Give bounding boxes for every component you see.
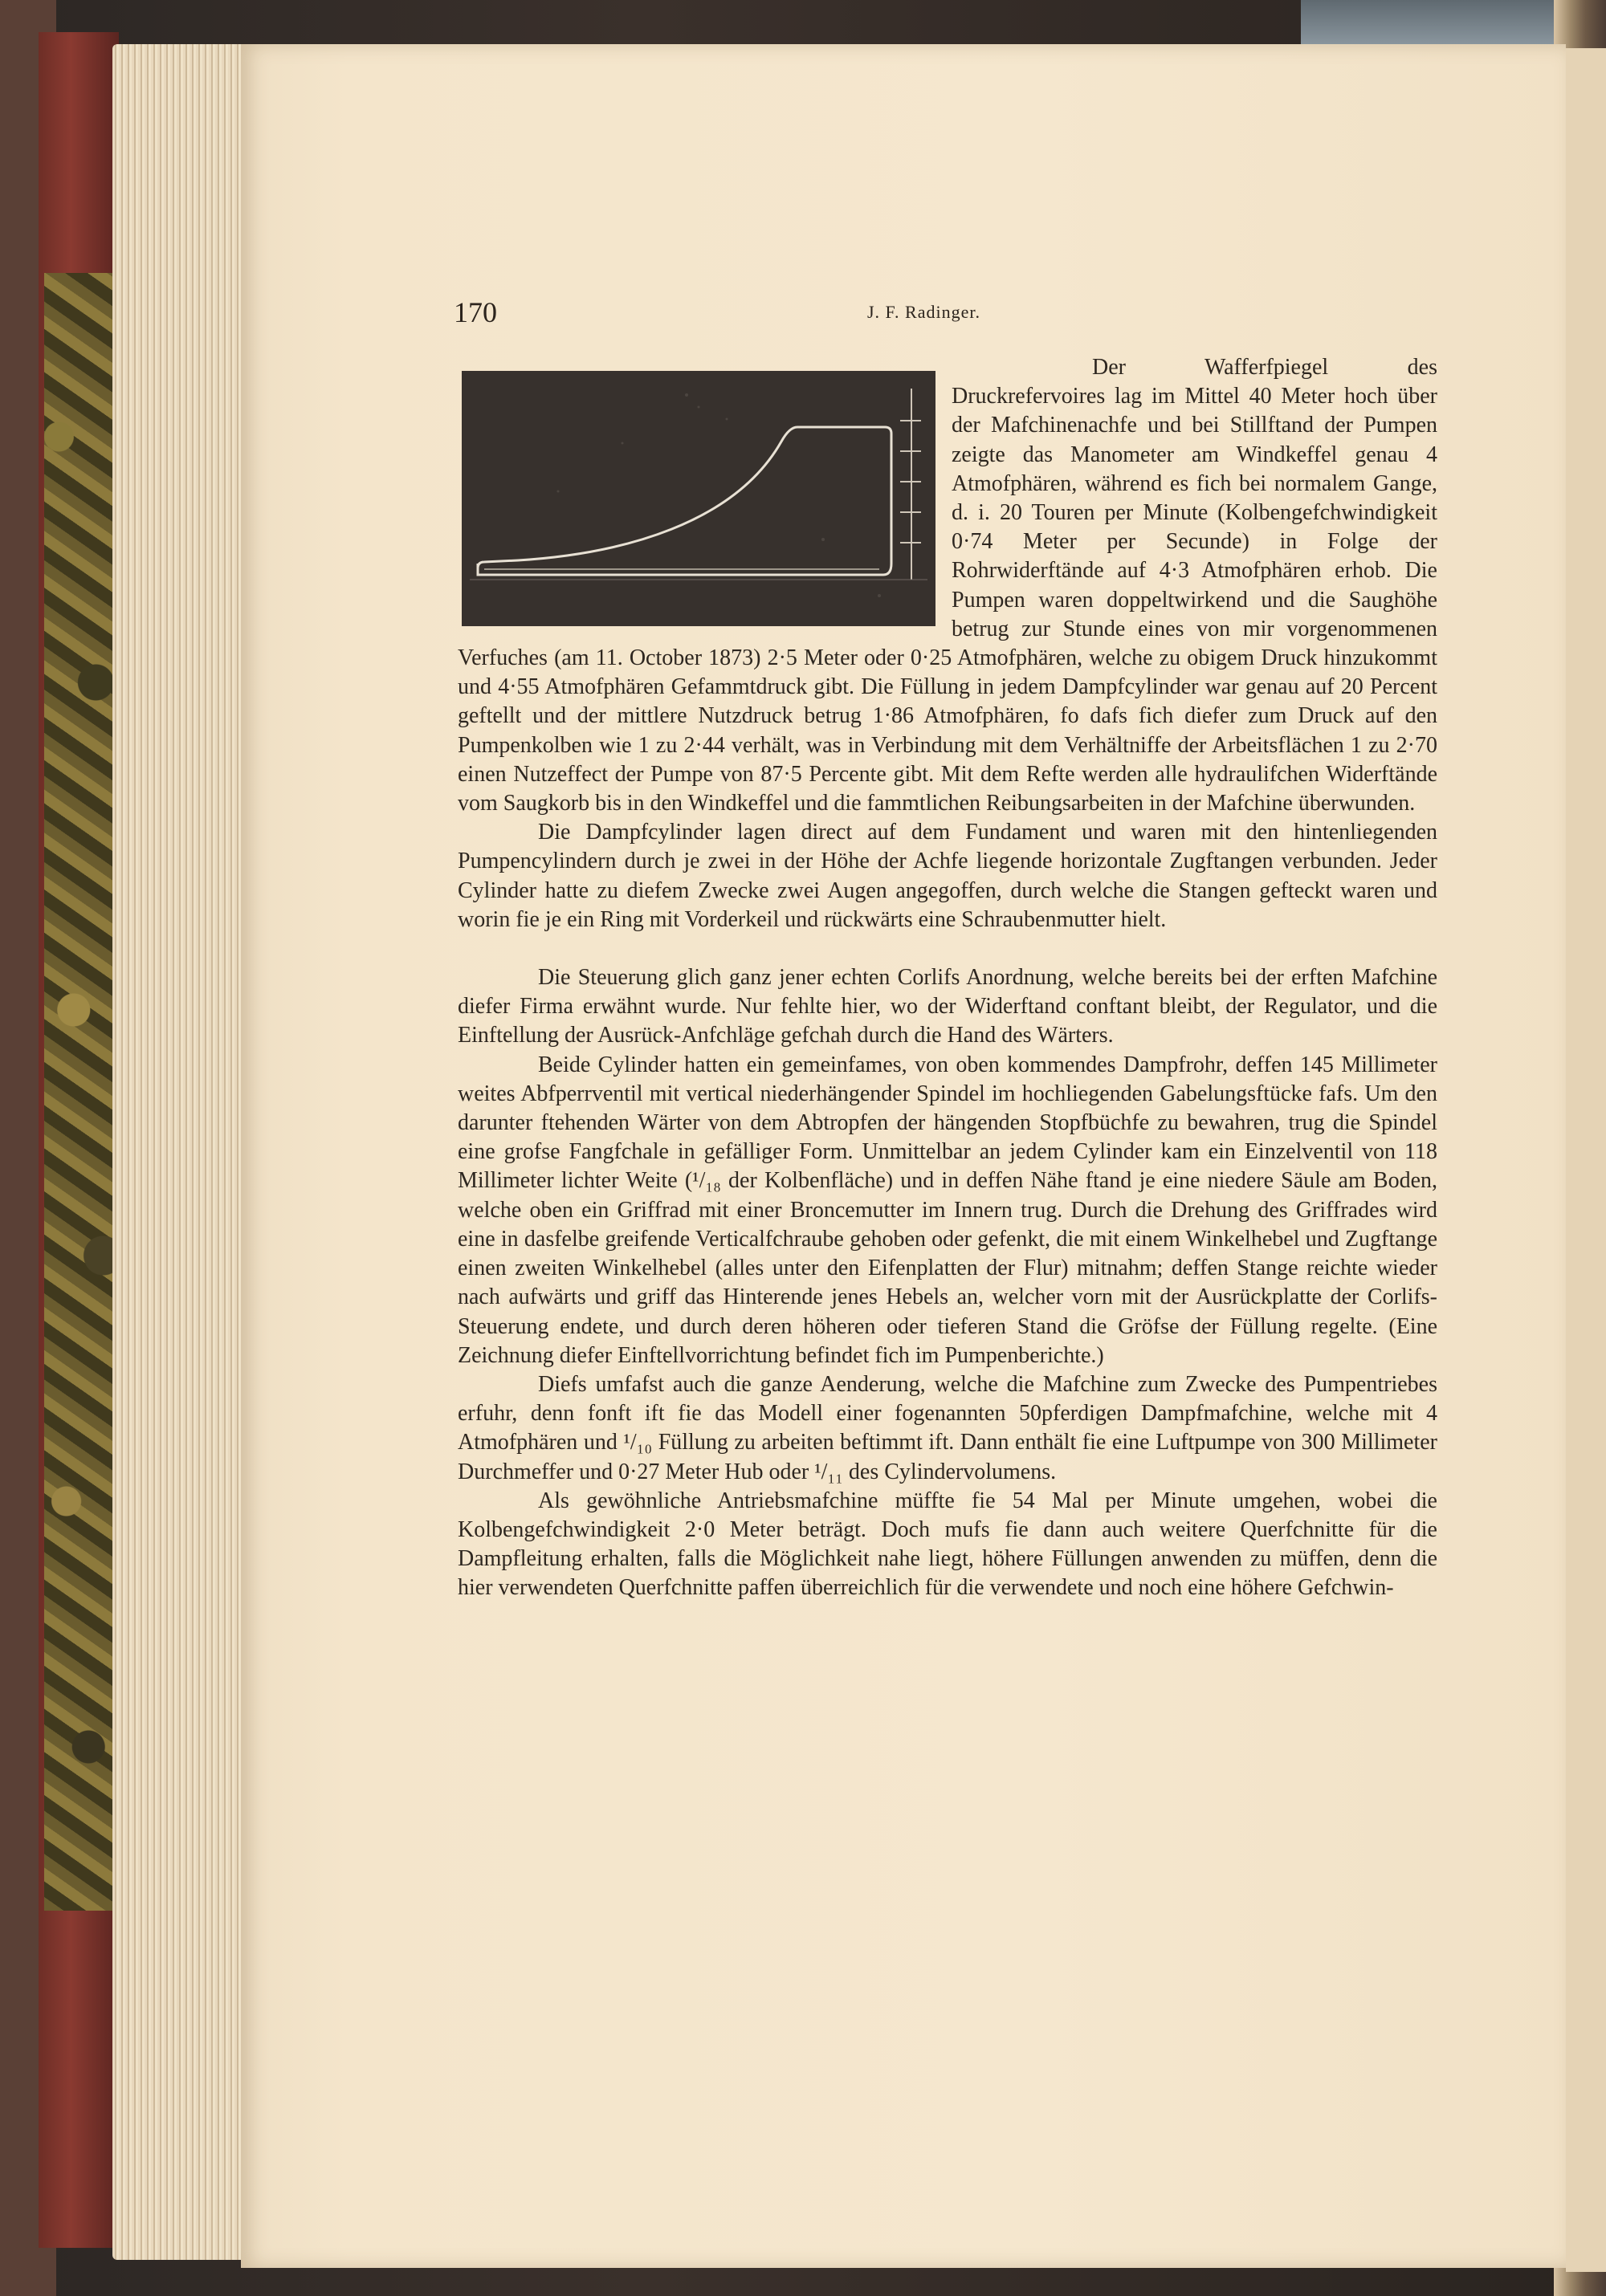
paragraph-1: Der Wafferfpiegel des Druckrefervoires lag im Mittel 40 Meter hoch über der Mafchinenachfe und bei Stillftand der Pumpen zeigte das Manometer am Windkeffel genau 4 Atmofphären, während es fich bei normalem Gange, d. i. 20 Touren per Minute (Kolbengefchwindigkeit 0·74 Meter per Secunde) in Folge der Rohrwiderftände auf 4·3 Atmofphären erhob. Die Pumpen waren doppeltwirkend und die Saughöhe betrug zur Stunde eines von mir vorgenommenen Verfuches (am 11. October 1873) 2·5 Meter oder 0·25 Atmofphären, welche zu obigem Druck hinzukommt und 4·55 Atmofphären Gefammtdruck gibt. Die Füllung in jedem Dampfcylinder war genau auf 20 Percent geftellt und der mittlere Nutzdruck betrug 1·86 Atmofphären, fo dafs fich diefer zum Druck auf den Pumpenkolben wie 1 zu 2·44 verhält, was in Verbindung mit dem Verhältniffe der Arbeitsflächen 1 zu 2·70 einen Nutzeffect der Pumpe von 87·5 Percente gibt. Mit dem Refte werden alle hydraulifchen Widerftände vom Saugkorb bis in den Windkeffel und die fammtlichen Reibungsarbeiten in der Mafchine überwunden. <box>458 355 1437 816</box>
page-header <box>454 295 1433 336</box>
paragraph-2: Die Dampfcylinder lagen direct auf dem Fundament und waren mit den hintenliegenden Pumpencylindern durch je zwei in der Höhe der Achfe liegende horizontale Zugftangen verbunden. Jeder Cylinder hatte zu diefem Zwecke zwei Augen angegoffen, durch welche die Stangen gefteckt waren und worin fie je ein Ring mit Vorderkeil und rückwärts eine Schraubenmutter hielt. <box>458 820 1437 932</box>
page-body-text <box>458 353 1437 1603</box>
figure-spacer <box>458 353 952 638</box>
marbled-edge <box>44 273 118 1911</box>
page-number: 170 <box>454 296 497 328</box>
paragraph-6: Als gewöhnliche Antriebsmafchine müffte fie 54 Mal per Minute umgehen, wobei die Kolbengefchwindigkeit 2·0 Meter beträgt. Doch mufs fie dann auch weitere Querfchnitte für die Dampfleitung erhalten, falls die Möglichkeit nahe liegt, höhere Füllungen anwenden zu müffen, denn die hier verwendeten Querfchnitte paffen überreichlich für die verwendete und noch eine höhere Gefchwin- <box>458 1488 1437 1601</box>
paragraph-4: Beide Cylinder hatten ein gemeinfames, von oben kommendes Dampfrohr, deffen 145 Millimeter weites Abfperrventil mit vertical niederhängender Spindel im hochliegenden Gabelungsftücke fafs. Um den darunter ftehenden Wärter von dem Abtropfen der hängenden Stopfbüchfe zu bewahren, trug die Spindel eine grofse Fangfchale in gefälliger Form. Unmittelbar an jedem Cylinder kam ein Einzelventil von 118 Millimeter lichter Weite (¹/₁₈ der Kolbenfläche) und in deffen Nähe ftand je eine niedere Säule am Boden, welche oben ein Griffrad mit einer Broncemutter im Innern trug. Durch die Drehung des Griffrades wird eine in dasfelbe greifende Verticalfchraube gehoben oder gefenkt, die mit einem Winkelhebel und Zugftange einen zweiten Winkelhebel (alles unter den Eifenplatten der Flur) mitnahm; deffen Stange reichte wieder nach aufwärts und griff das Hinterende jenes Hebels an, welcher vorn mit der Ausrückplatte der Corlifs-Steuerung endete, und durch deren höheren oder tieferen Stand die Gröfse der Füllung regelte. (Eine Zeichnung diefer Einftellvorrichtung befindet fich im Pumpenberichte.) <box>458 1052 1437 1368</box>
running-head: J. F. Radinger. <box>867 302 980 322</box>
facing-page-edge <box>1566 48 1606 2272</box>
paragraph-3: Die Steuerung glich ganz jener echten Corlifs Anordnung, welche bereits bei der erften Mafchine diefer Firma erwähnt wurde. Nur fehlte hier, wo der Widerftand conftant bleibt, der Regulator, und die Einftellung der Ausrück-Anfchläge gefchah durch die Hand des Wärters. <box>458 965 1437 1048</box>
paragraph-5: Diefs umfafst auch die ganze Aenderung, welche die Mafchine zum Zwecke des Pumpentriebes erfuhr, denn fonft ift fie das Modell einer fogenannten 50pferdigen Dampfmafchine, welche mit 4 Atmofphären und ¹/₁₀ Füllung zu arbeiten beftimmt ift. Dann enthält fie eine Luftpumpe von 300 Millimeter Durchmeffer und 0·27 Meter Hub oder ¹/₁₁ des Cylindervolumens. <box>458 1371 1437 1484</box>
page-stack-edges <box>112 44 253 2260</box>
